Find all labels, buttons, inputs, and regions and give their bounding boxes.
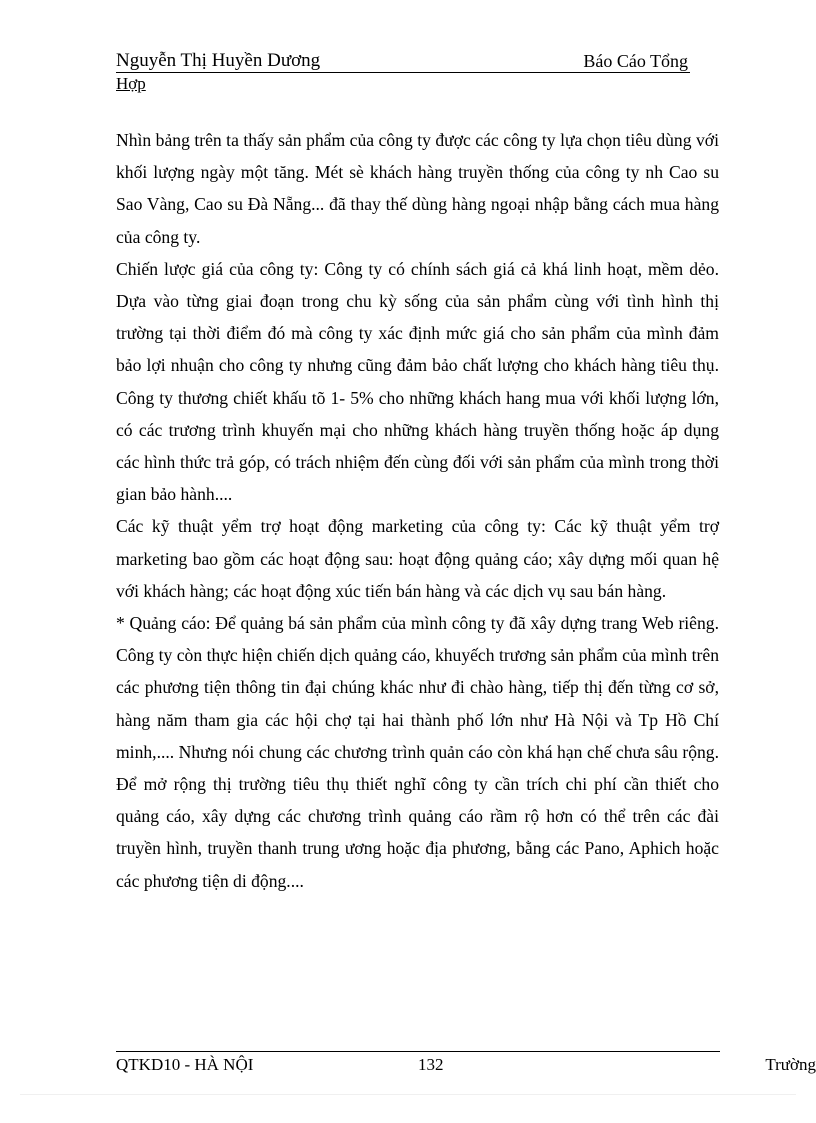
paragraph-customer-usage: Nhìn bảng trên ta thấy sản phẩm của công ty được các công ty lựa chọn tiêu dùng với khối lượng ngày một tăng. Mét sè khách hàng truyền thống của công ty nh Cao su Sao Vàng, Cao su Đà Nẵng... đã thay thế dùng hàng ngoại nhập bằng cách mua hàng của công ty. [116, 130, 719, 247]
page-header [116, 48, 690, 73]
header-title: Báo Cáo Tổng [583, 51, 688, 71]
paragraph-advertising: * Quảng cáo: Để quảng bá sản phẩm của mình công ty đã xây dựng trang Web riêng. Công ty còn thực hiện chiến dịch quảng cáo, khuyếch trương sản phẩm của mình trên các phương tiện thông tin đại chúng khác như đi chào hàng, tiếp thị đến từng cơ sở, hàng năm tham gia các hội chợ tại hai thành phố lớn như Hà Nội và Tp Hồ Chí minh,.... Nhưng nói chung các chương trình quản cáo còn khá hạn chế chưa sâu rộng. Để mở rộng thị trường tiêu thụ thiết nghĩ công ty cần trích chi phí cần thiết cho quảng cáo, xây dựng các chương trình quảng cáo rầm rộ hơn có thể trên các đài truyền hình, truyền thanh trung ương hoặc địa phương, bằng các Pano, Aphich hoặc các phương tiện di động.... [116, 613, 719, 891]
page-bottom-edge [20, 1094, 796, 1095]
body-text [116, 124, 719, 897]
header-author: Nguyễn Thị Huyền Dương [116, 50, 321, 71]
page-footer [116, 1055, 816, 1077]
header-title-continuation: Hợp [116, 74, 146, 93]
paragraph-pricing-strategy: Chiến lược giá của công ty: Công ty có chính sách giá cả khá linh hoạt, mềm dẻo. Dựa vào từng giai đoạn trong chu kỳ sống của sản phẩm cùng với tình hình thị trường tại thời điểm đó mà công ty xác định mức giá cho sản phẩm của mình đảm bảo lợi nhuận cho công ty nhưng cũng đảm bảo chất lượng cho khách hàng tiêu thụ. Công ty thương chiết khấu tõ 1- 5% cho những khách hang mua với khối lượng lớn, có các trương trình khuyến mại cho những khách hàng truyền thống hoặc áp dụng các hình thức trả góp, có trách nhiệm đến cùng đối với sản phẩm của mình trong thời gian bảo hành.... [116, 258, 719, 505]
footer-divider [116, 1051, 720, 1052]
footer-school: Trường [765, 1055, 816, 1074]
page-number: 132 [418, 1055, 444, 1074]
paragraph-marketing-support: Các kỹ thuật yểm trợ hoạt động marketing của công ty: Các kỹ thuật yểm trợ marketing bao gồm các hoạt động sau: hoạt động quảng cáo; xây dựng mối quan hệ với khách hàng; các hoạt động xúc tiến bán hàng và các dịch vụ sau bán hàng. [116, 516, 719, 601]
footer-course: QTKD10 - HÀ NỘI [116, 1055, 254, 1074]
